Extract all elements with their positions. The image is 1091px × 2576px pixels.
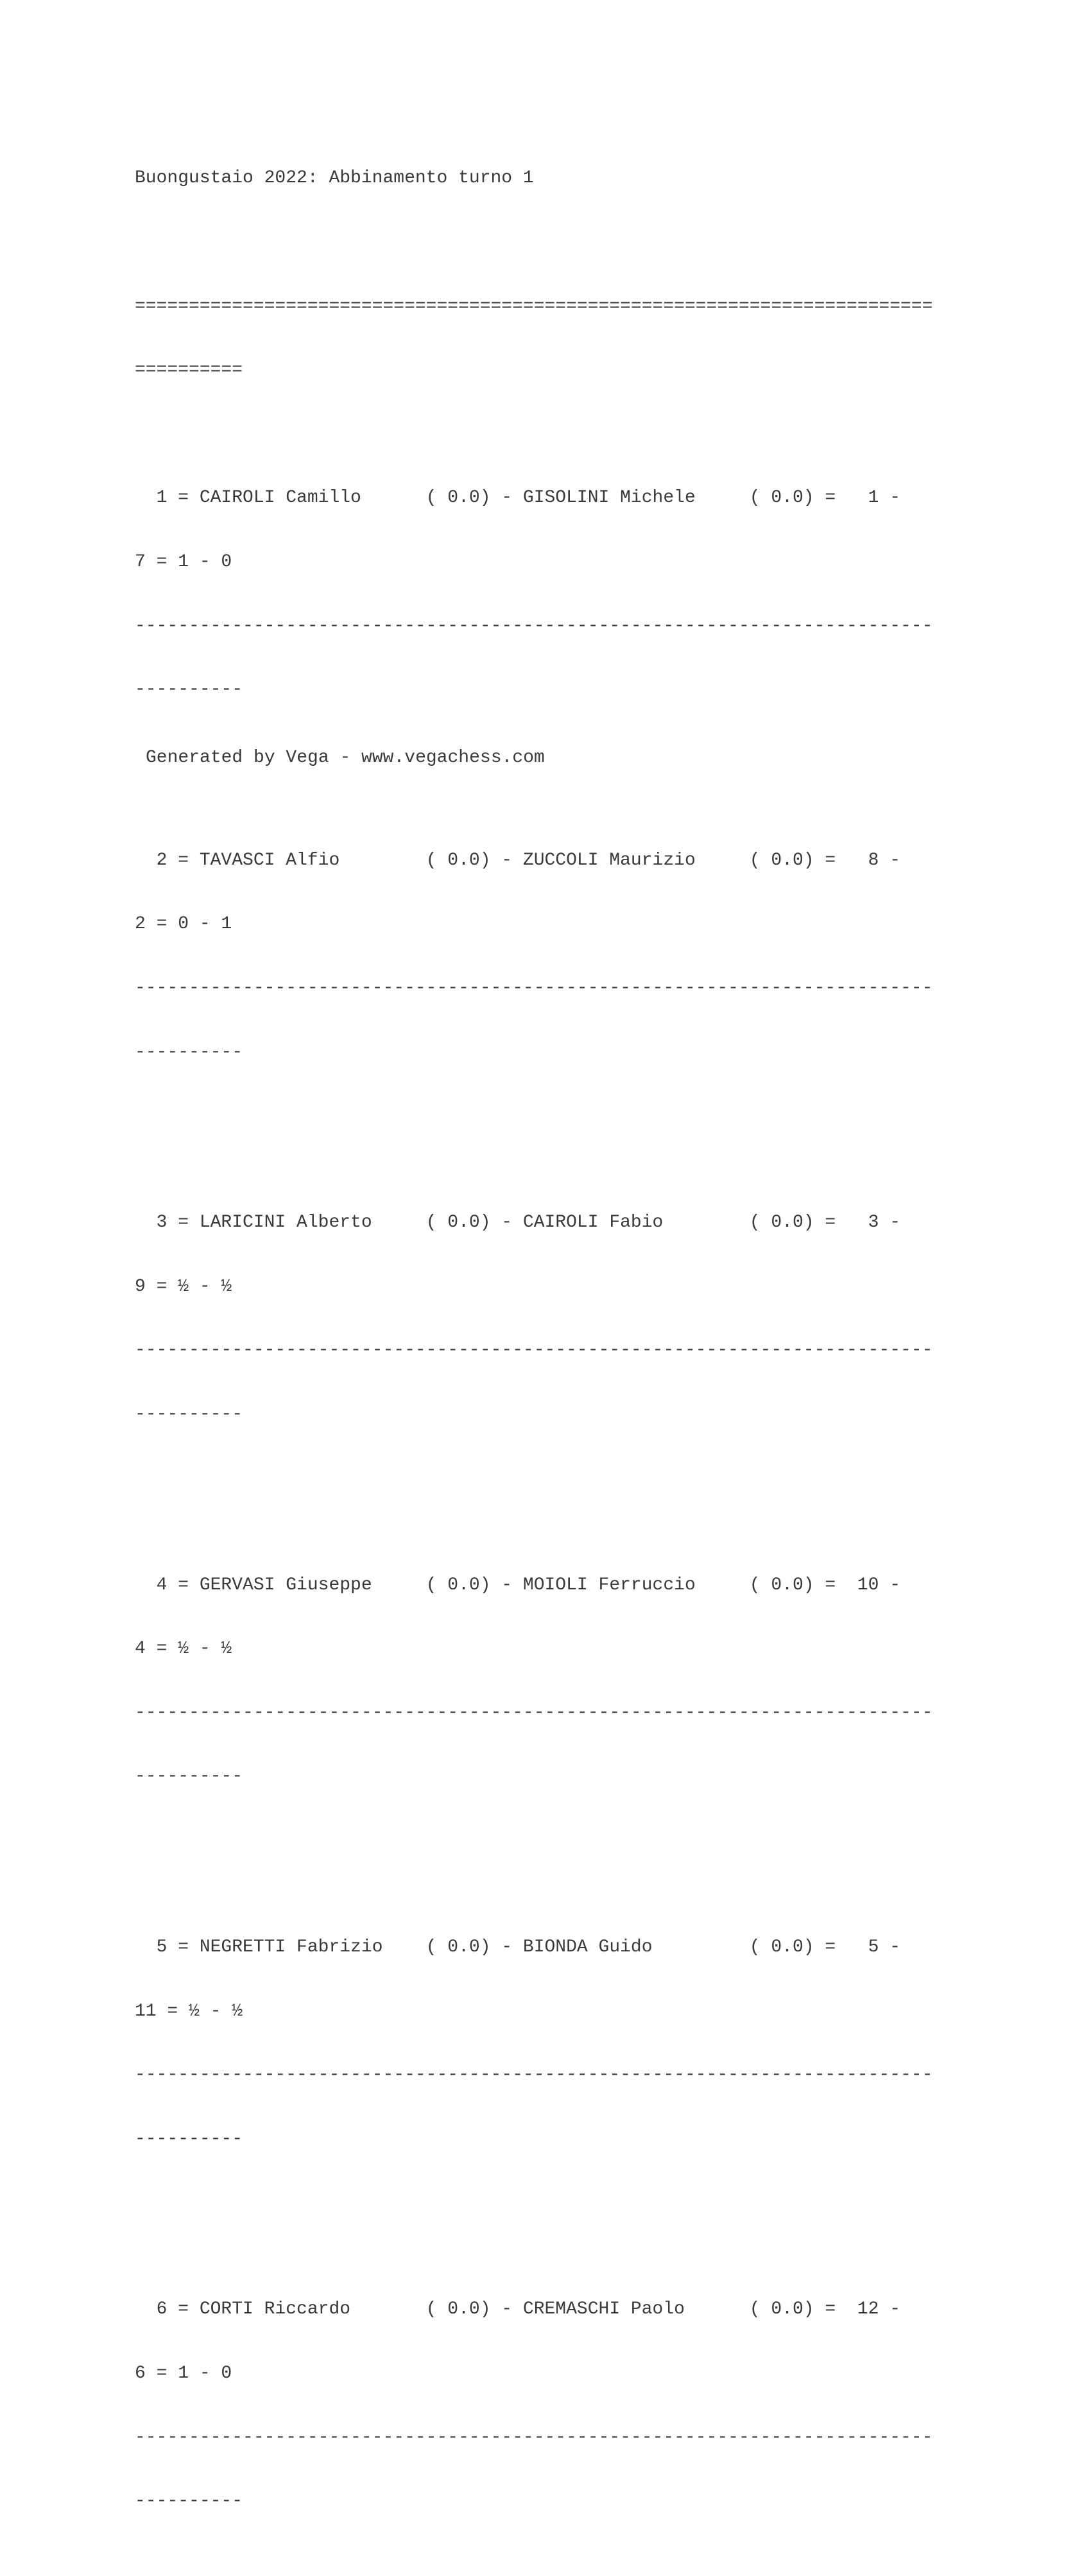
pairing-line: 5 = NEGRETTI Fabrizio ( 0.0) - BIONDA Guido ( 0.0) = 5 - bbox=[135, 1937, 900, 1957]
pairing-line: 2 = TAVASCI Alfio ( 0.0) - ZUCCOLI Maurizio ( 0.0) = 8 - bbox=[135, 850, 900, 870]
pairing-line-continued: 11 = ½ - ½ bbox=[135, 2001, 243, 2021]
pairing-line: 3 = LARICINI Alberto ( 0.0) - CAIROLI Fabio ( 0.0) = 3 - bbox=[135, 1213, 900, 1233]
pairing-line: 6 = CORTI Riccardo ( 0.0) - CREMASCHI Paolo ( 0.0) = 12 - bbox=[135, 2299, 900, 2320]
pairing-line: 4 = GERVASI Giuseppe ( 0.0) - MOIOLI Ferruccio ( 0.0) = 10 - bbox=[135, 1575, 900, 1595]
row-rule-continued: ---------- bbox=[135, 1767, 243, 1787]
header-rule-continued: ========== bbox=[135, 360, 243, 381]
pairing-line-continued: 2 = 0 - 1 bbox=[135, 914, 232, 935]
pairing-row bbox=[135, 807, 932, 1105]
header-rule: ========================================================================== bbox=[135, 296, 933, 316]
pairing-line-continued: 9 = ½ - ½ bbox=[135, 1276, 232, 1297]
pairing-row bbox=[135, 2256, 932, 2555]
row-rule: -------------------------------------------------------------------------- bbox=[135, 616, 933, 636]
row-rule: -------------------------------------------------------------------------- bbox=[135, 2427, 933, 2448]
blank-line bbox=[135, 232, 932, 253]
row-rule: -------------------------------------------------------------------------- bbox=[135, 978, 933, 998]
row-rule-continued: ---------- bbox=[135, 680, 243, 700]
generator-footer: Generated by Vega - www.vegachess.com bbox=[146, 748, 545, 768]
pairing-line-continued: 6 = 1 - 0 bbox=[135, 2363, 232, 2383]
pairing-report bbox=[135, 125, 932, 2576]
pairing-line: 1 = CAIROLI Camillo ( 0.0) - GISOLINI Michele ( 0.0) = 1 - bbox=[135, 488, 900, 508]
row-rule: -------------------------------------------------------------------------- bbox=[135, 2065, 933, 2086]
pairing-line-continued: 4 = ½ - ½ bbox=[135, 1639, 232, 1659]
row-rule-continued: ---------- bbox=[135, 1042, 243, 1062]
row-rule: -------------------------------------------------------------------------- bbox=[135, 1702, 933, 1723]
row-rule-continued: ---------- bbox=[135, 2491, 243, 2512]
pairing-row bbox=[135, 445, 932, 743]
row-rule-continued: ---------- bbox=[135, 2129, 243, 2149]
pairing-row bbox=[135, 1170, 932, 1468]
report-title: Buongustaio 2022: Abbinamento turno 1 bbox=[135, 168, 534, 189]
pairing-row bbox=[135, 1532, 932, 1830]
row-rule: -------------------------------------------------------------------------- bbox=[135, 1340, 933, 1361]
pairing-line-continued: 7 = 1 - 0 bbox=[135, 551, 232, 572]
row-rule-continued: ---------- bbox=[135, 1404, 243, 1424]
pairing-row bbox=[135, 1894, 932, 2193]
